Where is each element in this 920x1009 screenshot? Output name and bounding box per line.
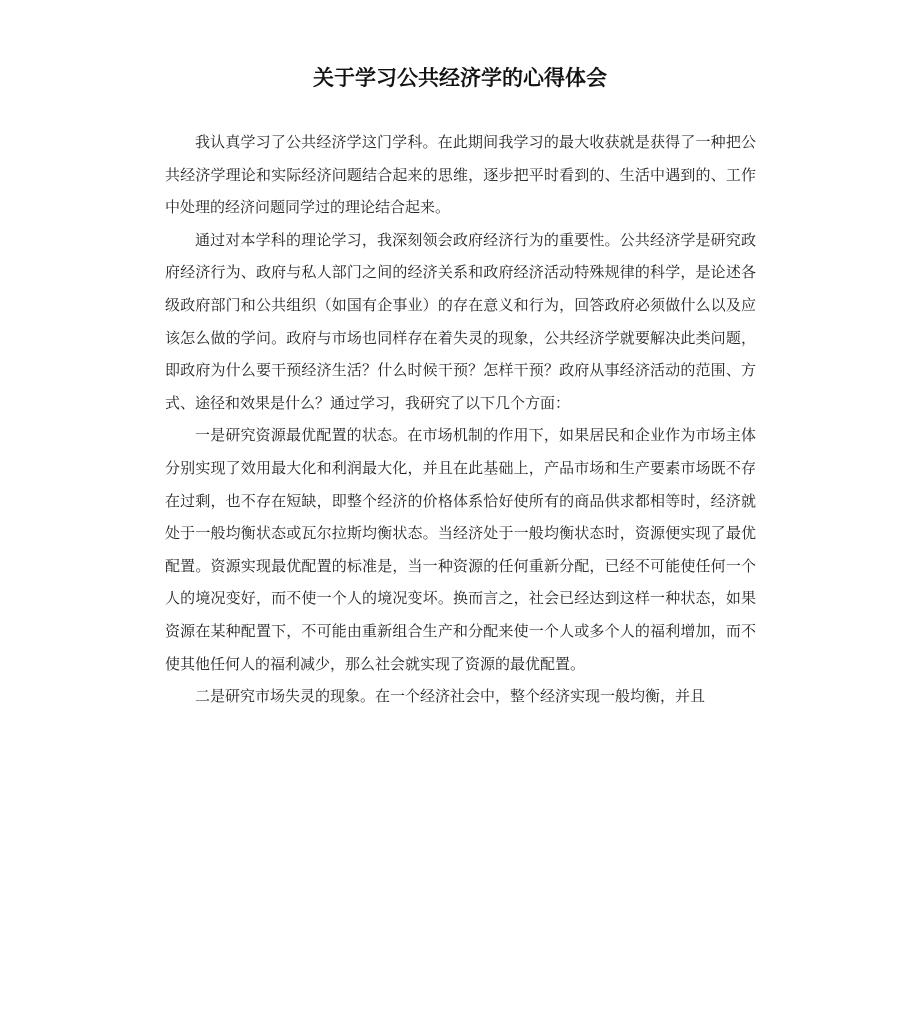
paragraph: 一是研究资源最优配置的状态。在市场机制的作用下，如果居民和企业作为市场主体分别实现了效用最大化和利润最大化，并且在此基础上，产品市场和生产要素市场既不存在过剩，也不存在短缺，即整个经济的价格体系恰好使所有的商品供求都相等时，经济就处于一般均衡状态或瓦尔拉斯均衡状态。当经济处于一般均衡状态时，资源便实现了最优配置。资源实现最优配置的标准是，当一种资源的任何重新分配，已经不可能使任何一个人的境况变好，而不使一个人的境况变坏。换而言之，社会已经达到这样一种状态，如果资源在某种配置下，不可能由重新组合生产和分配来使一个人或多个人的福利增加，而不使其他任何人的福利减少，那么社会就实现了资源的最优配置。: [165, 426, 756, 673]
paragraph: 我认真学习了公共经济学这门学科。在此期间我学习的最大收获就是获得了一种把公共经济学理论和实际经济问题结合起来的思维，逐步把平时看到的、生活中遇到的、工作中处理的经济问题同学过的理论结合起来。: [165, 133, 756, 217]
document-title: 关于学习公共经济学的心得体会: [313, 66, 607, 90]
paragraph: 通过对本学科的理论学习，我深刻领会政府经济行为的重要性。公共经济学是研究政府经济行为、政府与私人部门之间的经济关系和政府经济活动特殊规律的科学，是论述各级政府部门和公共组织（如国有企事业）的存在意义和行为，回答政府必须做什么以及应该怎么做的学问。政府与市场也同样存在着失灵的现象，公共经济学就要解决此类问题，即政府为什么要干预经济生活？什么时候干预？怎样干预？政府从事经济活动的范围、方式、途径和效果是什么？通过学习，我研究了以下几个方面：: [165, 230, 756, 412]
document-body: [165, 126, 756, 713]
paragraph: 二是研究市场失灵的现象。在一个经济社会中，整个经济实现一般均衡，并且: [195, 687, 706, 706]
